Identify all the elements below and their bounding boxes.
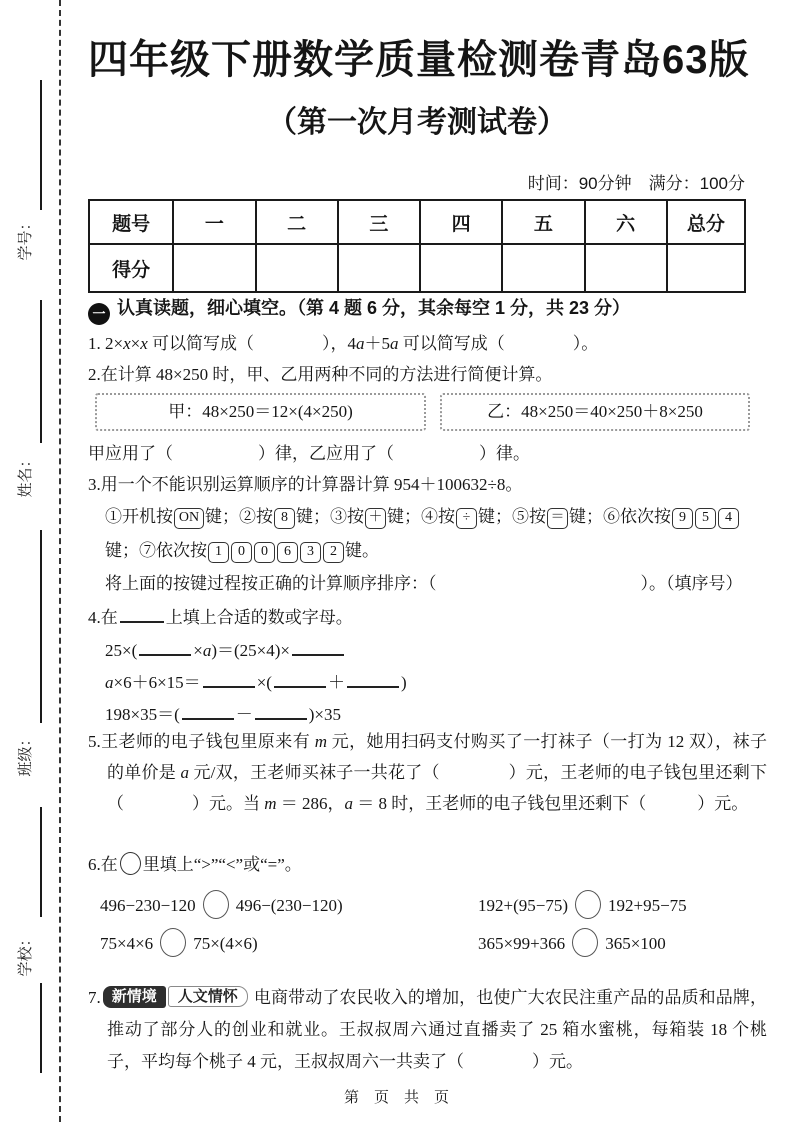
- calculator-key-equals: ＝: [547, 508, 568, 529]
- q4-math: ×(: [256, 673, 272, 692]
- name-write-line: [40, 300, 42, 443]
- q6-expression: 496−230−120: [100, 896, 196, 915]
- question-3: 3.用一个不能识别运算顺序的计算器计算 954＋100632÷8。: [88, 475, 523, 494]
- calculator-key-3: 3: [300, 542, 321, 563]
- q5-text: 5.王老师的电子钱包里原来有: [88, 732, 315, 751]
- compare-circle: [203, 890, 229, 919]
- margin-write-line: [40, 983, 42, 1073]
- calculator-key-8: 8: [274, 508, 295, 529]
- score-cell: [420, 244, 502, 292]
- calculator-key-0: 0: [254, 542, 275, 563]
- question-4-line2: [88, 670, 765, 696]
- q5-text: 元，她用扫码支付购买了一打袜子（一打为 12 双），袜子的单价是: [107, 732, 768, 782]
- q6-expression: 75×4×6: [100, 934, 154, 953]
- question-3-steps-line1: [88, 504, 765, 530]
- variable-a: a: [202, 641, 212, 660]
- calculator-key-2: 2: [323, 542, 344, 563]
- q6-compare-item: [100, 928, 258, 957]
- variable-a: a: [390, 334, 399, 353]
- page-subtitle: （第一次月考测试卷）: [267, 106, 567, 139]
- q6-expression: 365×100: [605, 934, 666, 953]
- q6-expression: 192+(95−75): [478, 896, 568, 915]
- class-label: 班级：: [18, 731, 34, 777]
- header-col-4: 四: [420, 200, 502, 244]
- section-one-header: [88, 294, 630, 325]
- q3-text: 键；⑥依次按: [569, 507, 671, 526]
- score-cell-total: [667, 244, 745, 292]
- variable-x: x: [140, 334, 148, 353]
- q7-text: 电商带动了农民收入的增加，也使广大农民注重产品的品质和品牌，推动了部分人的创业和就业。王叔叔周六通过直播卖了 25 箱水蜜桃，每箱装 18 个桃子，平均每个桃子 4 元，王叔叔周六一共卖了（ ）元。: [107, 988, 767, 1071]
- q1-text: 可以简写成（ ）。: [398, 334, 599, 353]
- method-yi-box: 乙：48×250＝40×250＋8×250: [440, 393, 750, 431]
- q3-text: 键；④按: [387, 507, 455, 526]
- question-1: [88, 331, 748, 357]
- variable-a: a: [356, 334, 365, 353]
- q4-math: 25×(: [105, 641, 138, 660]
- q4-math: )＝(25×4)×: [211, 641, 291, 660]
- q4-math: ×: [193, 641, 203, 660]
- question-3-steps-line2: [88, 538, 765, 564]
- calculator-key-4: 4: [718, 508, 739, 529]
- q3-text: ①开机按: [105, 507, 173, 526]
- q5-text: 元/双，王老师买袜子一共花了（ ）元，王老师的电子钱包里还剩下（ ）元。当: [107, 763, 768, 813]
- school-label: 学校：: [18, 931, 34, 977]
- variable-m: m: [314, 732, 328, 751]
- score-cell: [585, 244, 667, 292]
- calculator-key-divide: ÷: [456, 508, 477, 529]
- question-2-answer-line: 甲应用了（ ）律，乙应用了（ ）律。: [88, 444, 530, 463]
- score-cell: [173, 244, 255, 292]
- score-row-label: 得分: [89, 244, 173, 292]
- score-cell: [338, 244, 420, 292]
- new-context-badge: 新情境: [103, 986, 166, 1008]
- calculator-key-0: 0: [231, 542, 252, 563]
- calculator-key-9: 9: [672, 508, 693, 529]
- q4-math: ＋: [327, 673, 345, 692]
- q6-text: 6.在: [88, 855, 118, 874]
- q6-compare-item: [100, 890, 343, 919]
- q4-math: －: [235, 705, 253, 724]
- q3-text: 键；⑦依次按: [105, 541, 207, 560]
- header-col-5: 五: [502, 200, 584, 244]
- page-title: 四年级下册数学质量检测卷青岛63版: [88, 38, 750, 82]
- q3-text: 键。: [345, 541, 379, 560]
- question-6: [88, 852, 748, 878]
- header-total: 总分: [667, 200, 745, 244]
- compare-circle: [160, 928, 186, 957]
- question-4-line3: [88, 702, 765, 728]
- time-score-info: 时间：90分钟 满分：100分: [527, 174, 745, 193]
- student-id-label: 学号：: [18, 215, 34, 261]
- compare-circle-sample: [120, 852, 141, 875]
- q1-text: 1. 2×: [88, 334, 124, 353]
- question-3-order-line: 将上面的按键过程按正确的计算顺序排序：（ ）。（填序号）: [105, 574, 743, 593]
- score-cell: [502, 244, 584, 292]
- variable-a: a: [180, 763, 189, 782]
- margin-dashed-line: [59, 0, 61, 1122]
- q4-math: )×35: [308, 705, 341, 724]
- compare-circle: [572, 928, 598, 957]
- q6-compare-item: [478, 928, 666, 957]
- humanistic-care-badge: 人文情怀: [168, 986, 248, 1007]
- calculator-key-6: 6: [277, 542, 298, 563]
- q4-math: ): [400, 673, 407, 692]
- q4-text: 4.在: [88, 608, 118, 627]
- q4-math: 198×35＝(: [105, 705, 180, 724]
- header-col-3: 三: [338, 200, 420, 244]
- q5-text: ＝ 286，: [276, 794, 345, 813]
- q6-expression: 365×99+366: [478, 934, 566, 953]
- compare-circle: [575, 890, 601, 919]
- q6-expression: 192+95−75: [608, 896, 687, 915]
- q1-text: ×: [130, 334, 141, 353]
- method-jia-box: 甲：48×250＝12×(4×250): [95, 393, 426, 431]
- q1-text: ＋5: [364, 334, 391, 353]
- header-col-1: 一: [173, 200, 255, 244]
- fill-blank: [120, 607, 164, 623]
- q3-text: 键；⑤按: [478, 507, 546, 526]
- q6-compare-item: [478, 890, 687, 919]
- calculator-key-1: 1: [208, 542, 229, 563]
- score-table-score-row: [89, 244, 745, 292]
- calculator-key-5: 5: [695, 508, 716, 529]
- question-5: [88, 726, 767, 819]
- score-cell: [256, 244, 338, 292]
- question-2: 2.在计算 48×250 时，甲、乙用两种不同的方法进行简便计算。: [88, 365, 553, 384]
- fill-blank: [182, 704, 234, 720]
- variable-x: x: [123, 334, 131, 353]
- school-write-line: [40, 807, 42, 917]
- section-title: 认真读题，细心填空。（第 4 题 6 分，其余每空 1 分，共 23 分）: [117, 298, 631, 318]
- fill-blank: [347, 672, 399, 688]
- q7-number: 7.: [88, 988, 101, 1007]
- question-4-line1: [88, 638, 765, 664]
- student-id-write-line: [40, 80, 42, 210]
- fill-blank: [274, 672, 326, 688]
- score-table: [88, 199, 746, 293]
- header-col-2: 二: [256, 200, 338, 244]
- q4-text: 上填上合适的数或字母。: [165, 608, 353, 627]
- q1-text: 可以简写成（ ），4: [147, 334, 357, 353]
- section-number-badge: 一: [88, 303, 110, 325]
- question-7: [88, 982, 767, 1078]
- variable-a: a: [344, 794, 354, 813]
- q6-expression: 496−(230−120): [235, 896, 343, 915]
- header-col-6: 六: [585, 200, 667, 244]
- q3-text: 键；②按: [205, 507, 273, 526]
- variable-m: m: [264, 794, 277, 813]
- score-table-header-row: [89, 200, 745, 244]
- fill-blank: [292, 640, 344, 656]
- calculator-key-plus: ＋: [365, 508, 386, 529]
- fill-blank: [255, 704, 307, 720]
- name-label: 姓名：: [18, 452, 34, 498]
- q4-math: ×6＋6×15＝: [113, 673, 201, 692]
- q6-text: 里填上“>”“<”或“=”。: [142, 855, 302, 874]
- calculator-key-on: ON: [174, 508, 204, 529]
- fill-blank: [203, 672, 255, 688]
- header-question-no: 题号: [89, 200, 173, 244]
- page-footer: 第 页 共 页: [343, 1089, 449, 1106]
- variable-a: a: [105, 673, 114, 692]
- q6-expression: 75×(4×6): [193, 934, 258, 953]
- q3-text: 键；③按: [296, 507, 364, 526]
- fill-blank: [139, 640, 191, 656]
- class-write-line: [40, 530, 42, 723]
- q5-text: ＝ 8 时，王老师的电子钱包里还剩下（ ）元。: [353, 794, 749, 813]
- question-4: [88, 605, 748, 631]
